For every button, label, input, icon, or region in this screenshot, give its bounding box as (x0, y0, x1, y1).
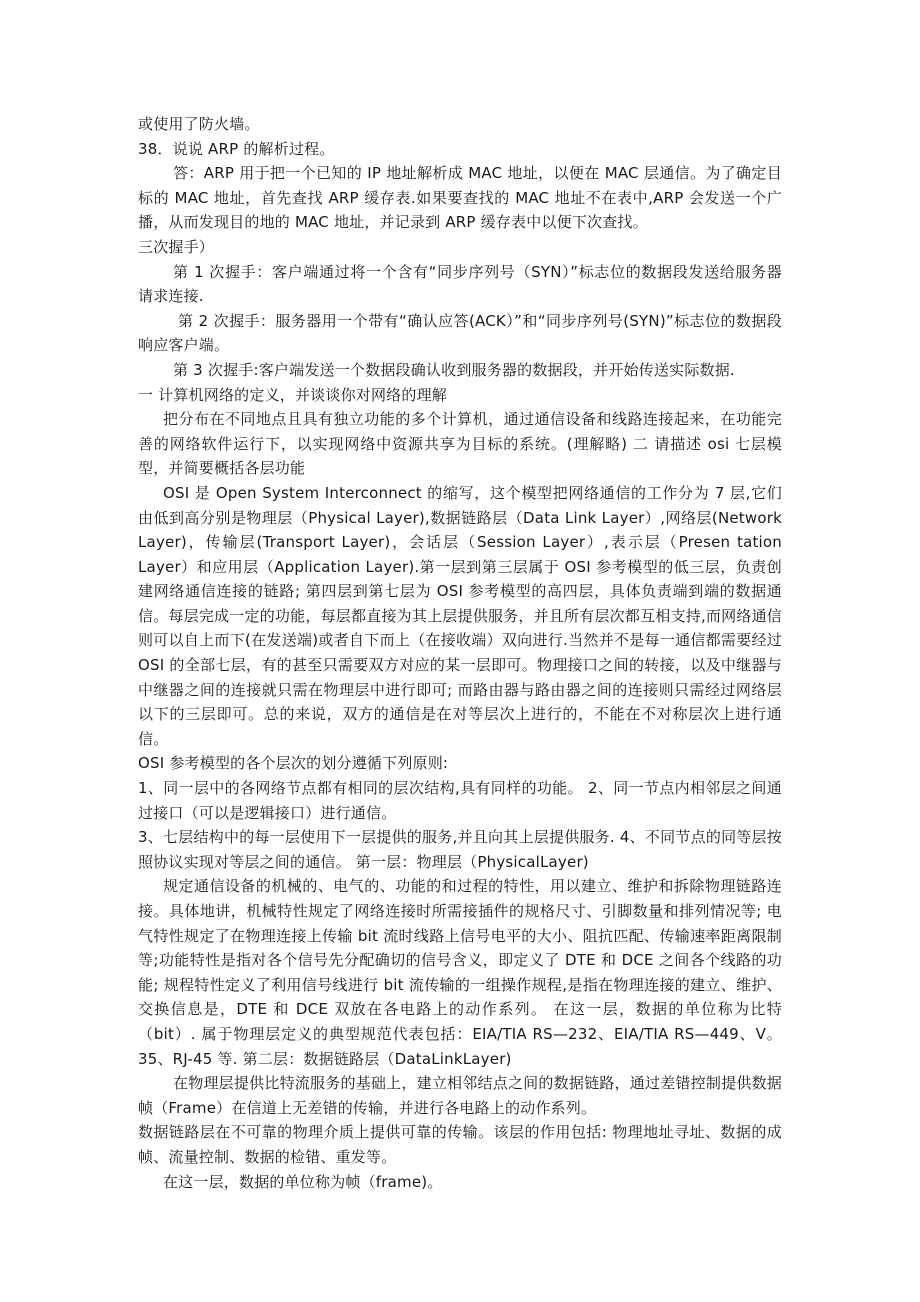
principle-item: 1、同一层中的各网络节点都有相同的层次结构,具有同样的功能。 2、同一节点内相邻层之间通过接口（可以是逻辑接口）进行通信。 (138, 779, 782, 822)
handshake-step-1: 第 1 次握手：客户端通过将一个含有“同步序列号（SYN）”标志位的数据段发送给服务器 请求连接. (138, 262, 782, 306)
text-line: 或使用了防火墙。 (138, 115, 260, 133)
principle-item: 3、七层结构中的每一层使用下一层提供的服务,并且向其上层提供服务. 4、不同节点的同等层按照协议实现对等层之间的通信。 第一层：物理层（PhysicalLayer) (138, 828, 782, 871)
body-paragraph: 在这一层，数据的单位称为帧（frame)。 (163, 1172, 443, 1191)
document-page (138, 112, 782, 1194)
body-paragraph: 把分布在不同地点且具有独立功能的多个计算机，通过通信设备和线路连接起来，在功能完善的网络软件运行下，以实现网络中资源共享为目标的系统。(理解略) 二 请描述 osi 七层模型，并简要概括各层功能 (138, 410, 782, 478)
question-heading: 38．说说 ARP 的解析过程。 (138, 139, 335, 158)
handshake-step-3: 第 3 次握手:客户端发送一个数据段确认收到服务器的数据段，并开始传送实际数据. (173, 360, 735, 379)
datalink-paragraph: 数据链路层在不可靠的物理介质上提供可靠的传输。该层的作用包括: 物理地址寻址、数据的成帧、流量控制、数据的检错、重发等。 (138, 1123, 782, 1166)
datalink-paragraph: 在物理层提供比特流服务的基础上，建立相邻结点之间的数据链路，通过差错控制提供数据帧（Frame）在信道上无差错的传输，并进行各电路上的动作系列。 (138, 1074, 782, 1117)
handshake-step-2: 第 2 次握手：服务器用一个带有“确认应答(ACK）”和“同步序列号(SYN)”标志位的数据段响应客户端。 (138, 311, 782, 355)
section-heading: 一 计算机网络的定义，并谈谈你对网络的理解 (138, 385, 447, 404)
answer-paragraph: 答：ARP 用于把一个已知的 IP 地址解析成 MAC 地址，以便在 MAC 层通信。为了确定目标的 MAC 地址，首先查找 ARP 缓存表.如果要查找的 MAC 地址不在表中,ARP 会发送一个广播，从而发现目的地的 MAC 地址，并记录到 ARP 缓存表中以便下次查找。 (138, 164, 782, 232)
physical-layer-paragraph: 规定通信设备的机械的、电气的、功能的和过程的特性，用以建立、维护和拆除物理链路连接。具体地讲，机械特性规定了网络连接时所需接插件的规格尺寸、引脚数量和排列情况等; 电气特性规定了在物理连接上传输 bit 流时线路上信号电平的大小、阻抗匹配、传输速率距离限制等;功能特性是指对各个信号先分配确切的信号含义，即定义了 DTE 和 DCE 之间各个线路的功能; 规程特性定义了利用信号线进行 bit 流传输的一组操作规程,是指在物理连接的建立、维护、交换信息是，DTE 和 DCE 双放在各电路上的动作系列。 在这一层，数据的单位称为比特（bit）. 属于物理层定义的典型规范代表包括：EIA/TIA RS—232、EIA/TIA RS—449、V。35、RJ-45 等. 第二层：数据链路层（DataLinkLayer) (138, 877, 782, 1068)
principles-heading: OSI 参考模型的各个层次的划分遵循下列原则: (138, 754, 449, 773)
section-heading: 三次握手） (138, 237, 215, 256)
osi-paragraph: OSI 是 Open System Interconnect 的缩写，这个模型把网络通信的工作分为 7 层,它们由低到高分别是物理层（Physical Layer),数据链路层（Data Link Layer）,网络层(Network Layer)，传输层(Transport Layer)，会话层（Session Layer）,表示层（Presen tation Layer）和应用层（Application Layer).第一层到第三层属于 OSI 参考模型的低三层，负责创建网络通信连接的链路; 第四层到第七层为 OSI 参考模型的高四层，具体负责端到端的数据通信。每层完成一定的功能，每层都直接为其上层提供服务，并且所有层次都互相支持,而网络通信则可以自上而下(在发送端)或者自下而上（在接收端）双向进行.当然并不是每一通信都需要经过 OSI 的全部七层，有的甚至只需要双方对应的某一层即可。物理接口之间的转接，以及中继器与中继器之间的连接就只需在物理层中进行即可; 而路由器与路由器之间的连接则只需经过网络层以下的三层即可。总的来说，双方的通信是在对等层次上进行的，不能在不对称层次上进行通信。 (138, 483, 782, 748)
